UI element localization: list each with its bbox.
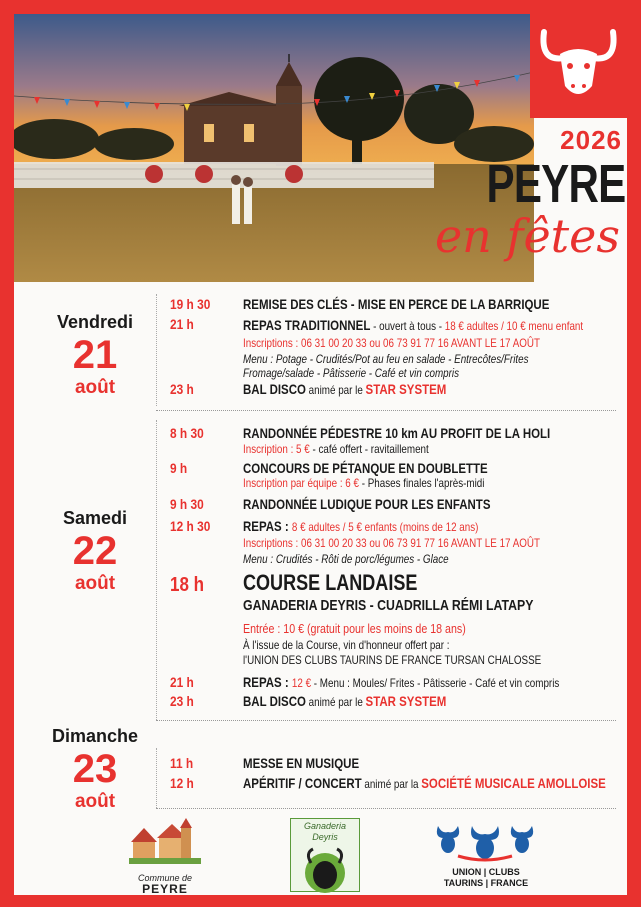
event-inscription: Inscriptions : 06 31 00 20 33 ou 06 73 91 77 16 AVANT LE 17 AOÛT [243,336,541,350]
event-inscription: Inscription : 5 € [243,442,310,456]
event-title: COURSE LANDAISE [243,570,418,595]
event-line [243,775,606,791]
event-time: 23 h [170,693,194,709]
event-line [243,693,446,709]
event-time: 23 h [170,381,194,397]
event-time: 12 h [170,775,194,791]
union-clubs-taurins-logo [428,818,544,892]
event-title: PEYRE [486,154,626,214]
event-title: CONCOURS DE PÉTANQUE EN DOUBLETTE [243,460,488,476]
event-title: RANDONNÉE LUDIQUE POUR LES ENFANTS [243,496,491,512]
event-price: 8 € adultes / 5 € enfants (moins de 12 ans) [291,520,479,534]
event-line [243,442,429,456]
day-month: août [74,573,116,594]
event-note: animé par le [305,383,366,397]
day-number: 21 [72,333,118,377]
event-note: - ouvert à tous - [370,319,445,333]
event-entry: Entrée : 10 € (gratuit pour les moins de 18 ans) [243,621,466,636]
event-time: 18 h [170,574,205,596]
event-menu: Menu : Crudités - Rôti de porc/légumes - Glace [243,552,449,566]
day-name: Vendredi [56,312,134,332]
event-price: 18 € adultes / 10 € menu enfant [444,319,584,333]
event-line [243,317,583,333]
event-artist: STAR SYSTEM [365,381,447,397]
divider [156,410,616,411]
event-time: 12 h 30 [170,518,211,534]
day-month: août [74,377,116,398]
event-title: BAL DISCO [243,693,306,709]
event-line [243,476,484,490]
event-inscription: Inscription par équipe : 6 € [243,476,359,490]
day-month: août [74,791,116,812]
event-time: 9 h 30 [170,496,204,512]
event-subtitle: GANADERIA DEYRIS - CUADRILLA RÉMI LATAPY [243,597,534,614]
day-name: Samedi [62,508,128,528]
event-title: BAL DISCO [243,381,306,397]
event-line [243,518,478,534]
event-menu: Fromage/salade - Pâtisserie - Café et vin compris [243,366,460,380]
event-line [243,674,559,690]
union-caption: UNION | CLUBS TAURINS | FRANCE [443,867,529,888]
event-artist: SOCIÉTÉ MUSICALE AMOLLOISE [421,775,606,791]
divider [156,808,616,809]
event-note: l'UNION DES CLUBS TAURINS DE FRANCE TURSAN CHALOSSE [243,653,542,667]
event-time: 21 h [170,674,194,690]
event-time: 21 h [170,316,194,332]
event-title: APÉRITIF / CONCERT [243,775,362,791]
event-menu: - Menu : Moules/ Frites - Pâtisserie - Café et vin compris [311,676,560,690]
commune-caption: Commune de PEYRE [137,873,193,896]
divider [156,420,157,720]
day-number: 23 [72,747,118,791]
event-note: animé par la [361,777,422,791]
event-time: 9 h [170,460,188,476]
event-subtitle: en fêtes [434,209,620,263]
event-artist: STAR SYSTEM [365,693,447,709]
bull-logo [530,14,627,118]
event-title: REPAS TRADITIONNEL [243,317,371,333]
event-line [243,381,446,397]
event-note: À l'issue de la Course, vin d'honneur offert par : [243,638,450,652]
event-time: 19 h 30 [170,296,211,312]
day-friday [40,312,150,399]
divider [156,748,157,808]
divider [156,294,157,406]
event-title: MESSE EN MUSIQUE [243,755,360,771]
day-name: Dimanche [51,726,139,746]
commune-peyre-logo [125,818,205,896]
event-title: REMISE DES CLÉS - MISE EN PERCE DE LA BARRIQUE [243,296,550,312]
event-price: 12 € [291,676,312,690]
event-year: 2026 [560,125,622,155]
event-note: - café offert - ravitaillement [309,442,429,456]
event-menu: Menu : Potage - Crudités/Pot au feu en salade - Entrecôtes/Frites [243,352,529,366]
event-time: 11 h [170,755,194,771]
event-note: animé par le [305,695,366,709]
event-inscription: Inscriptions : 06 31 00 20 33 ou 06 73 91 77 16 AVANT LE 17 AOÛT [243,536,541,550]
day-sunday [40,726,150,813]
ganaderia-deyris-logo: Ganaderia Deyris [290,818,360,892]
event-title: REPAS : [243,518,292,534]
event-title: REPAS : [243,674,292,690]
event-note: - Phases finales l'après-midi [358,476,485,490]
divider [156,720,616,721]
day-saturday [40,508,150,595]
event-title: RANDONNÉE PÉDESTRE 10 km AU PROFIT DE LA HOLI [243,425,551,441]
day-number: 22 [72,529,118,573]
event-time: 8 h 30 [170,425,204,441]
